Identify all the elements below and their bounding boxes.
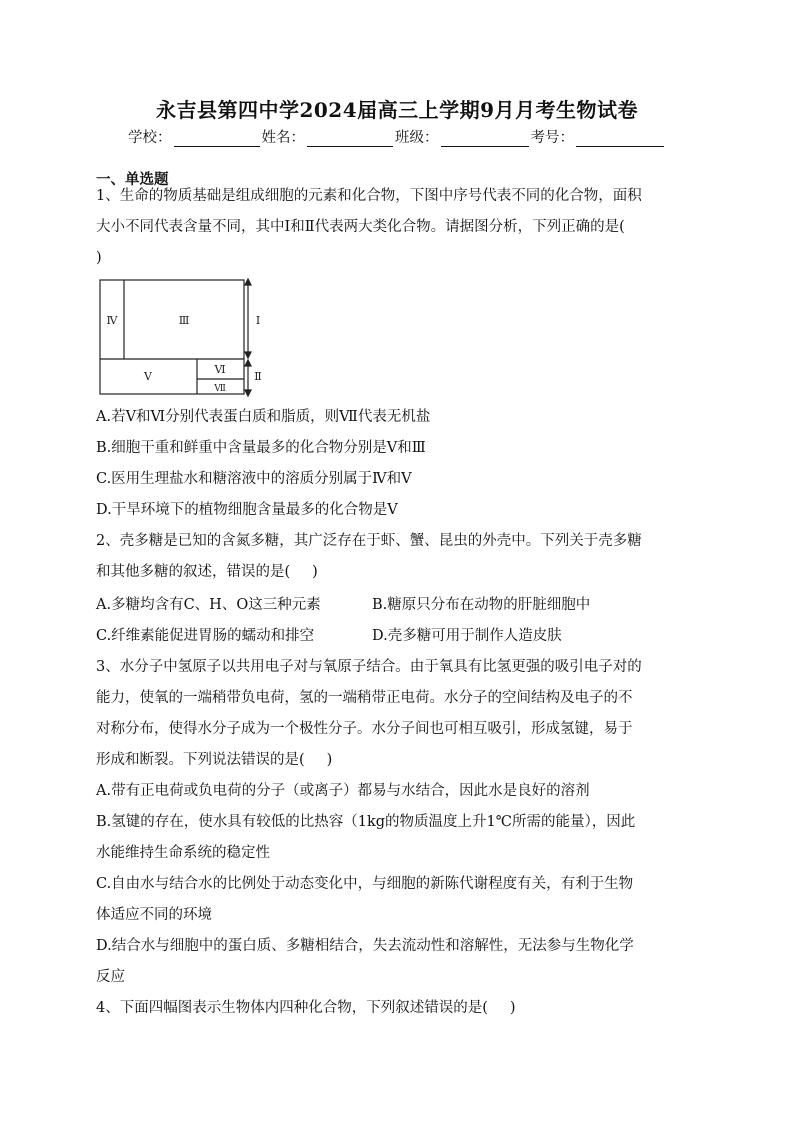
question-4-stem	[96, 993, 700, 1024]
q1-option-c[interactable]: C.医用生理盐水和糖溶液中的溶质分别属于Ⅳ和Ⅴ	[96, 471, 412, 487]
label-VII: Ⅶ	[214, 384, 226, 394]
page-title: 永吉县第四中学2024届高三上学期9月月考生物试卷	[155, 98, 639, 122]
q2-option-a[interactable]: A.多糖均含有C、H、O这三种元素	[96, 597, 321, 613]
q3-option-d-line: D.结合水与细胞中的蛋白质、多糖相结合，失去流动性和溶解性，无法参与生物化学	[96, 938, 634, 954]
q2-option-d[interactable]: D.壳多糖可用于制作人造皮肤	[372, 628, 562, 644]
q4-stem-text: 4、下面四幅图表示生物体内四种化合物，下列叙述错误的是(	[96, 1000, 488, 1016]
q3-option-c-line: 体适应不同的环境	[96, 907, 212, 923]
label-VI: Ⅵ	[214, 363, 226, 376]
question-3-stem	[96, 652, 700, 1024]
q3-stem-line: 3、水分子中氢原子以共用电子对与氧原子结合。由于氧具有比氢更强的吸引电子对的	[96, 659, 642, 675]
q3-option-c-line: C.自由水与结合水的比例处于动态变化中，与细胞的新陈代谢程度有关，有利于生物	[96, 876, 634, 892]
q1-option-d[interactable]: D.干旱环境下的植物细胞含量最多的化合物是Ⅴ	[96, 502, 398, 518]
outer-box	[100, 280, 244, 394]
student-info-row	[0, 126, 794, 147]
name-label: 姓名：	[261, 130, 305, 146]
school-field[interactable]	[174, 130, 260, 147]
compound-area-diagram	[96, 276, 286, 400]
school-label: 学校：	[128, 130, 172, 146]
class-label: 班级：	[395, 130, 439, 146]
number-label: 考号：	[530, 130, 574, 146]
section-heading: 一、单选题	[96, 171, 169, 188]
q3-option-b-line: 水能维持生命系统的稳定性	[96, 845, 270, 861]
q1-stem-line: 1、生命的物质基础是组成细胞的元素和化合物，下图中序号代表不同的化合物，面积	[96, 188, 642, 204]
q3-stem-text: 形成和断裂。下列说法错误的是(	[96, 752, 305, 768]
q1-option-b[interactable]: B.细胞干重和鲜重中含量最多的化合物分别是Ⅴ和Ⅲ	[96, 440, 426, 456]
q2-stem-close: )	[312, 564, 318, 580]
q3-option-b-line: B.氢键的存在，使水具有较低的比热容（1kg的物质温度上升1℃所需的能量），因此	[96, 814, 636, 830]
q3-option-c[interactable]	[96, 869, 700, 931]
q2-stem-line: 2、壳多糖是已知的含氮多糖，其广泛存在于虾、蟹、昆虫的外壳中。下列关于壳多糖	[96, 533, 642, 549]
q3-option-d-line: 反应	[96, 969, 125, 985]
q3-option-a[interactable]: A.带有正电荷或负电荷的分子（或离子）都易与水结合，因此水是良好的溶剂	[96, 783, 590, 799]
q3-stem-line	[96, 745, 700, 776]
q1-stem-line: 大小不同代表含量不同，其中Ⅰ和Ⅱ代表两大类化合物。请据图分析，下列正确的是(	[96, 219, 625, 235]
number-field[interactable]	[576, 130, 664, 147]
q1-stem-line: )	[96, 250, 102, 266]
q1-option-a[interactable]: A.若Ⅴ和Ⅵ分别代表蛋白质和脂质，则Ⅶ代表无机盐	[96, 409, 431, 425]
label-I: Ⅰ	[255, 314, 261, 327]
q2-option-c[interactable]: C.纤维素能促进胃肠的蠕动和排空	[96, 628, 315, 644]
q2-stem-line	[96, 557, 700, 588]
q2-option-b[interactable]: B.糖原只分布在动物的肝脏细胞中	[372, 597, 591, 613]
q4-stem-close: )	[509, 1000, 516, 1016]
q3-stem-close: )	[326, 752, 333, 768]
name-field[interactable]	[307, 130, 393, 147]
label-III: Ⅲ	[178, 314, 190, 327]
label-II: Ⅱ	[254, 370, 262, 383]
label-IV: Ⅳ	[106, 314, 118, 327]
question-2-stem	[96, 526, 700, 588]
label-V: Ⅴ	[144, 370, 152, 383]
q3-stem-line: 对称分布，使得水分子成为一个极性分子。水分子间也可相互吸引，形成氢键，易于	[96, 721, 633, 737]
q3-stem-line: 能力，使氧的一端稍带负电荷，氢的一端稍带正电荷。水分子的空间结构及电子的不	[96, 690, 633, 706]
q2-stem-text: 和其他多糖的叙述，错误的是(	[96, 564, 291, 580]
q3-option-b[interactable]	[96, 807, 700, 869]
question-1-stem	[96, 181, 700, 274]
q3-option-d[interactable]	[96, 931, 700, 993]
class-field[interactable]	[441, 130, 529, 147]
